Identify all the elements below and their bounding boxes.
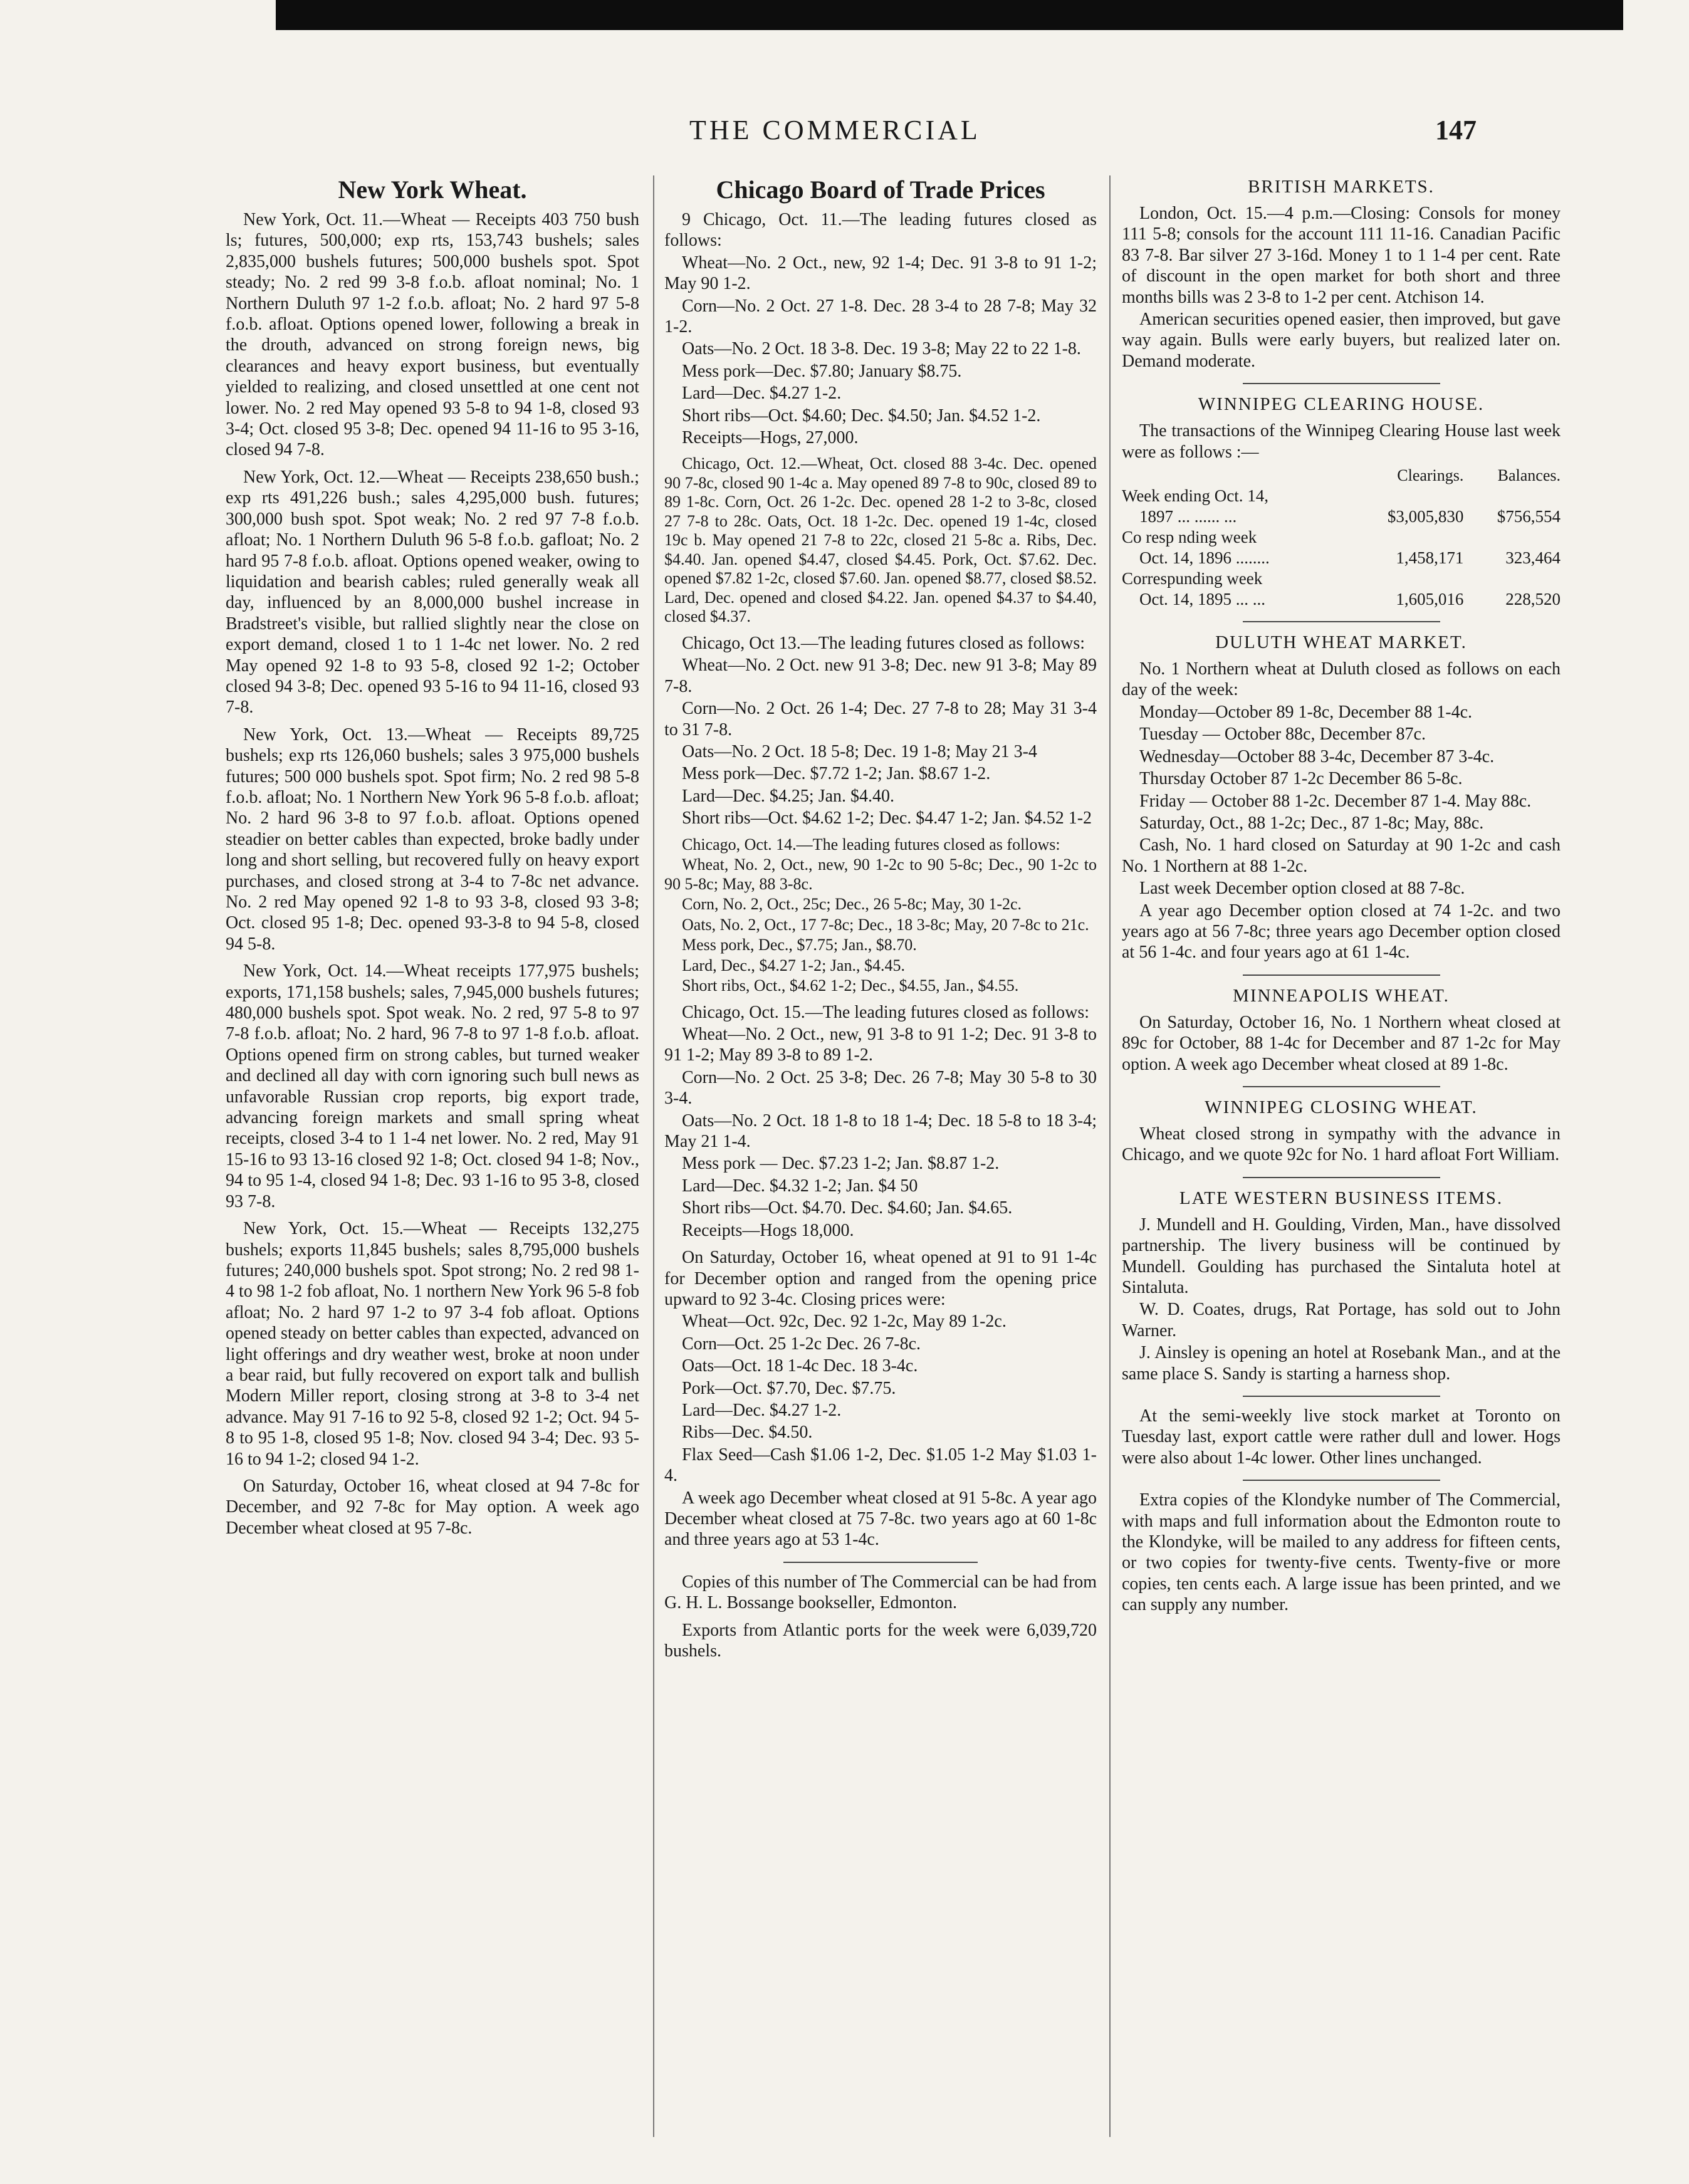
section-heading-chicago-board: Chicago Board of Trade Prices <box>716 175 1045 204</box>
report-line: Corn—No. 2 Oct. 26 1-4; Dec. 27 7-8 to 28; May 31 3-4 to 31 7-8. <box>664 699 1097 739</box>
page-number: 147 <box>1435 115 1477 145</box>
column-rule-left <box>653 175 654 2137</box>
clearing-intro: The transactions of the Winnipeg Clearing House last week were as follows :— <box>1122 421 1561 462</box>
section-heading-western-items: LATE WESTERN BUSINESS ITEMS. <box>1179 1188 1503 1208</box>
report-line: Corn—No. 2 Oct. 25 3-8; Dec. 26 7-8; May 30 5-8 to 30 3-4. <box>664 1067 1097 1109</box>
paragraph: New York, Oct. 15.—Wheat — Receipts 132,275 bushels; exports 11,845 bushels; sales 8,795,000 bushels futures; 240,000 bushels spot. Spot strong; No. 2 red 98 1-4 to 98 1-2 fob afloat, No. 1 northern New York 96 5-8 fob afloat; No. 2 hard 97 1-2 to 97 3-4 fob afloat. Options opened steady on better cables than expected, advanced on light offerings and dry weather west, broke at noon under a bear raid, but fully recovered on export talk and bullish Modern Miller report, closing strong at 3-8 to 3-4 net advance. May 91 7-16 to 92 5-8, closed 92 1-2; Oct. 94 5-8 to 95 1-8, closed 95 1-8; Nov. closed 94 3-4; Dec. 93 5-16 to 94 1-2; closed 94 1-2. <box>226 1219 639 1469</box>
clearings-value: 1,605,016 <box>1396 590 1464 609</box>
copies-notice: Copies of this number of The Commercial can be had from G. H. L. Bossange bookseller, Edmonton. <box>664 1572 1097 1613</box>
report-line: Lard—Dec. $4.27 1-2. <box>682 384 842 404</box>
clearings-value: 1,458,171 <box>1396 548 1464 568</box>
table-row <box>1122 568 1561 589</box>
balances-value: 323,464 <box>1505 548 1561 568</box>
report-intro: On Saturday, October 16, wheat opened at 91 to 91 1-4c for December option and ranged from the opening price upward to 92 3-4c. Closing prices were: <box>664 1248 1097 1309</box>
report-line: Short ribs—Oct. $4.70. Dec. $4.60; Jan. $4.65. <box>682 1198 1013 1218</box>
duluth-line: Wednesday—October 88 3-4c, December 87 3-4c. <box>1139 746 1495 766</box>
report-line: Ribs—Dec. $4.50. <box>682 1423 813 1443</box>
report-line: Oats—No. 2 Oct. 18 5-8; Dec. 19 1-8; May 21 3-4 <box>682 742 1037 761</box>
row-year: Oct. 14, 1895 ... ... <box>1139 590 1265 609</box>
duluth-line: Last week December option closed at 88 7-8c. <box>1139 879 1465 899</box>
report-line: Mess pork—Dec. $7.80; January $8.75. <box>682 361 962 381</box>
report-oct-14 <box>664 835 1097 996</box>
report-oct-15 <box>664 1002 1097 1241</box>
column-header-balances: Balances. <box>1497 466 1561 485</box>
paragraph: New York, Oct. 13.—Wheat — Receipts 89,725 bushels; exp rts 126,060 bushels; sales 3 975,000 bushels futures; 500 000 bushels spot. Spot firm; No. 2 red 98 5-8 f.o.b. afloat; No. 1 Northern New York 96 5-8 f.o.b. afloat; No. 2 hard 96 3-8 to 97 f.o.b. afloat. Options opened steadier on better cables than expected, broke badly under long and short selling, but recovered fully on heavy export purchases, and closed strong at 3-4 to 7-8c net advance. No. 2 red May opened 92 1-8 to 93 3-8, closed 93 3-8; Oct. closed 95 1-8; Dec. opened 93-3-8 to 94 5-8, closed 94 5-8. <box>226 724 639 954</box>
separator <box>1243 621 1440 622</box>
report-line: Oats, No. 2, Oct., 17 7-8c; Dec., 18 3-8c; May, 20 7-8c to 21c. <box>682 915 1089 934</box>
row-label: Week ending Oct. 14, <box>1122 486 1269 506</box>
row-year: 1897 ... ...... ... <box>1139 507 1237 526</box>
report-line: Corn—Oct. 25 1-2c Dec. 26 7-8c. <box>682 1334 921 1354</box>
table-row <box>1122 486 1561 506</box>
report-line: Oats—Oct. 18 1-4c Dec. 18 3-4c. <box>682 1356 918 1376</box>
exports-notice: Exports from Atlantic ports for the week were 6,039,720 bushels. <box>664 1620 1097 1661</box>
balances-value: 228,520 <box>1505 590 1561 609</box>
column-markets <box>1122 175 1561 1622</box>
week-ago-note: A week ago December wheat closed at 91 5-8c. A year ago December wheat closed at 75 7-8c. two years ago at 60 1-8c and three years ago at 53 1-4c. <box>664 1488 1097 1550</box>
report-line: Mess pork—Dec. $7.72 1-2; Jan. $8.67 1-2. <box>682 764 991 784</box>
news-item: J. Mundell and H. Goulding, Virden, Man., have dissolved partnership. The livery business will be continued by Mundell. Goulding has purchased the Sintaluta hotel at Sintaluta. <box>1122 1215 1561 1297</box>
report-line: Lard—Dec. $4.32 1-2; Jan. $4 50 <box>682 1176 918 1196</box>
report-intro: Chicago, Oct. 14.—The leading futures closed as follows: <box>682 835 1060 854</box>
report-line: Short ribs, Oct., $4.62 1-2; Dec., $4.55, Jan., $4.55. <box>682 976 1019 995</box>
report-line: Wheat—Oct. 92c, Dec. 92 1-2c, May 89 1-2c. <box>682 1312 1007 1332</box>
report-line: Corn—No. 2 Oct. 27 1-8. Dec. 28 3-4 to 28 7-8; May 32 1-2. <box>664 296 1097 337</box>
report-line: Lard—Dec. $4.27 1-2. <box>682 1400 842 1420</box>
duluth-line: Cash, No. 1 hard closed on Saturday at 90 1-2c and cash No. 1 Northern at 88 1-2c. <box>1122 835 1561 876</box>
column-header-clearings: Clearings. <box>1397 466 1464 485</box>
paragraph: Wheat closed strong in sympathy with the advance in Chicago, and we quote 92c for No. 1 hard afloat Fort William. <box>1122 1124 1561 1165</box>
section-heading-new-york-wheat: New York Wheat. <box>338 175 527 204</box>
separator <box>1243 1177 1440 1178</box>
section-heading-minneapolis: MINNEAPOLIS WHEAT. <box>1233 985 1450 1006</box>
report-line: Oats—No. 2 Oct. 18 3-8. Dec. 19 3-8; May 22 to 22 1-8. <box>682 339 1081 359</box>
duluth-line: A year ago December option closed at 74 1-2c. and two years ago at 56 7-8c; three years ago December option closed at 56 1-4c. and four years ago at 61 1-4c. <box>1122 901 1561 963</box>
clearing-table <box>1122 465 1561 610</box>
report-line: Receipts—Hogs 18,000. <box>682 1220 854 1240</box>
separator <box>783 1562 978 1563</box>
paragraph: On Saturday, October 16, No. 1 Northern wheat closed at 89c for October, 88 1-4c for December and 87 1-2c for May option. A week ago December wheat closed at 89 1-8c. <box>1122 1012 1561 1074</box>
table-row <box>1122 506 1561 527</box>
table-row <box>1122 527 1561 548</box>
publication-title: THE COMMERCIAL <box>689 115 981 145</box>
report-line: Lard, Dec., $4.27 1-2; Jan., $4.45. <box>682 956 905 974</box>
report-intro: Chicago, Oct 13.—The leading futures closed as follows: <box>682 633 1085 653</box>
report-line: Flax Seed—Cash $1.06 1-2, Dec. $1.05 1-2 May $1.03 1-4. <box>664 1445 1097 1486</box>
separator <box>1243 1480 1440 1481</box>
livestock-paragraph: At the semi-weekly live stock market at Toronto on Tuesday last, export cattle were rather dull and lower. Hogs were also about 1-4c lower. Other lines unchanged. <box>1122 1406 1561 1468</box>
separator <box>1243 1086 1440 1087</box>
paragraph: New York, Oct. 11.—Wheat — Receipts 403 750 bush ls; futures, 500,000; exp rts, 153,743 bushels; sales 2,835,000 bushels futures; 500,000 bushels spot. Spot steady; No. 2 red 99 3-8 f.o.b. afloat nominal; No. 1 Northern Duluth 97 1-2 f.o.b. afloat; No. 2 hard 97 5-8 f.o.b. afloat. Options opened lower, following a break in the drouth, advanced on strong foreign news, big clearances and heavy export business, but eventually yielded to realizing, and closed unsettled at one cent not lower. No. 2 red May opened 93 5-8 to 94 1-8, closed 93 3-4; Oct. closed 95 3-8; Dec. opened 94 11-16 to 95 3-16, closed 94 7-8. <box>226 210 639 460</box>
clearings-value: $3,005,830 <box>1387 507 1464 526</box>
paragraph: American securities opened easier, then improved, but gave way again. Bulls were early buyers, but realized later on. Demand moderate. <box>1122 310 1561 371</box>
paragraph: London, Oct. 15.—4 p.m.—Closing: Consols for money 111 5-8; consols for the account 111 11-16. Canadian Pacific 83 7-8. Bar silver 27 3-16d. Money 1 to 1 1-4 per cent. Rate of discount in the open market for both short and three months bills was 2 3-8 to 1-2 per cent. Atchison 14. <box>1122 204 1561 307</box>
duluth-line: Tuesday — October 88c, December 87c. <box>1139 724 1426 745</box>
section-heading-winnipeg-closing: WINNIPEG CLOSING WHEAT. <box>1205 1097 1478 1117</box>
table-row <box>1122 548 1561 568</box>
report-line: Wheat—No. 2 Oct., new, 91 3-8 to 91 1-2; Dec. 91 3-8 to 91 1-2; May 89 3-8 to 89 1-2. <box>664 1025 1097 1065</box>
paragraph: On Saturday, October 16, wheat closed at 94 7-8c for December, and 92 7-8c for May option. A week ago December wheat closed at 95 7-8c. <box>226 1476 639 1538</box>
duluth-line: Friday — October 88 1-2c. December 87 1-4. May 88c. <box>1139 791 1532 811</box>
table-row <box>1122 589 1561 610</box>
page-header <box>0 114 1689 152</box>
report-intro: 9 Chicago, Oct. 11.—The leading futures closed as follows: <box>664 210 1097 251</box>
duluth-intro: No. 1 Northern wheat at Duluth closed as follows on each day of the week: <box>1122 659 1561 700</box>
duluth-line: Monday—October 89 1-8c, December 88 1-4c. <box>1139 702 1473 722</box>
report-line: Wheat—No. 2 Oct., new, 92 1-4; Dec. 91 3-8 to 91 1-2; May 90 1-2. <box>664 253 1097 294</box>
duluth-line: Thursday October 87 1-2c December 86 5-8c. <box>1139 769 1463 789</box>
report-line: Short ribs—Oct. $4.60; Dec. $4.50; Jan. $4.52 1-2. <box>682 405 1041 426</box>
report-line: Mess pork, Dec., $7.75; Jan., $8.70. <box>682 936 917 954</box>
duluth-line: Saturday, Oct., 88 1-2c; Dec., 87 1-8c; May, 88c. <box>1139 813 1484 833</box>
report-line: Corn, No. 2, Oct., 25c; Dec., 26 5-8c; May, 30 1-2c. <box>682 895 1022 914</box>
report-line: Short ribs—Oct. $4.62 1-2; Dec. $4.47 1-2; Jan. $4.52 1-2 <box>682 808 1092 828</box>
report-line: Pork—Oct. $7.70, Dec. $7.75. <box>682 1378 896 1398</box>
report-line: Wheat—No. 2 Oct. new 91 3-8; Dec. new 91 3-8; May 89 7-8. <box>664 656 1097 696</box>
top-rule <box>276 0 1623 30</box>
paragraph: New York, Oct. 12.—Wheat — Receipts 238,650 bush.; exp rts 491,226 bush.; sales 4,295,000 bush. futures; 300,000 bush spot. Spot weak; No. 2 red 97 7-8 f.o.b. afloat; No. 1 Northern Duluth 96 5-8 f.o.b. gafloat; No. 2 hard 95 7-8 f.o.b. afloat. Options opened weaker, owing to liquidation and bearish cables; ruled generally weak all day, influenced by an 8,000,000 bushel increase in Bradstreet's visible, but rallied slightly near the close on export demand, closed 1 to 1 1-4c net lower. No. 2 red May opened 92 1-8 to 93 5-8, closed 92 1-2; October closed 94 3-8; Dec. opened 93 5-16 to 94 11-16, closed 93 7-8. <box>226 467 639 718</box>
balances-value: $756,554 <box>1497 507 1561 526</box>
separator <box>1243 974 1440 976</box>
report-oct-16 <box>664 1247 1097 1486</box>
klondyke-notice: Extra copies of the Klondyke number of The Commercial, with maps and full information about the Edmonton route to the Klondyke, will be mailed to any address for fifteen cents, or two copies for twenty-five cents. Twenty-five or more copies, ten cents each. A large issue has been printed, and we can supply any number. <box>1122 1490 1561 1615</box>
report-line: Lard—Dec. $4.25; Jan. $4.40. <box>682 786 895 806</box>
report-line: Mess pork — Dec. $7.23 1-2; Jan. $8.87 1-2. <box>682 1154 1000 1174</box>
section-heading-clearing-house: WINNIPEG CLEARING HOUSE. <box>1198 394 1485 415</box>
report-line: Oats—No. 2 Oct. 18 1-8 to 18 1-4; Dec. 18 5-8 to 18 3-4; May 21 1-4. <box>664 1110 1097 1152</box>
separator <box>1243 1396 1440 1397</box>
column-rule-right <box>1109 175 1111 2137</box>
separator <box>1243 383 1440 384</box>
report-line: Receipts—Hogs, 27,000. <box>682 428 859 448</box>
report-oct-12: Chicago, Oct. 12.—Wheat, Oct. closed 88 3-4c. Dec. opened 90 7-8c, closed 90 1-4c a. May opened 89 7-8 to 90c, closed 89 to 89 1-8c. Corn, Oct. 26 1-2c. Dec. opened 28 1-2 to 3-8c, closed 27 7-8 to 28c. Oats, Oct. 18 1-2c. Dec. opened 19 1-4c, closed 19c b. May opened 21 7-8 to 22c, closed 21 5-8c a. Ribs, Dec. $4.40. Jan. opened $4.47, closed $4.45. Pork, Oct. $7.62. Dec. opened $7.82 1-2c, closed $7.60. Jan. opened $8.77, closed $8.52. Lard, Dec. opened and closed $4.22. Jan. opened $4.37 to $4.40, closed $4.37. <box>664 454 1097 626</box>
row-label: Co resp nding week <box>1122 528 1257 547</box>
report-oct-11 <box>664 209 1097 448</box>
section-heading-duluth: DULUTH WHEAT MARKET. <box>1215 632 1467 653</box>
news-item: J. Ainsley is opening an hotel at Rosebank Man., and at the same place S. Sandy is starting a harness shop. <box>1122 1343 1561 1384</box>
row-year: Oct. 14, 1896 ........ <box>1139 548 1270 568</box>
news-item: W. D. Coates, drugs, Rat Portage, has sold out to John Warner. <box>1122 1300 1561 1340</box>
report-oct-13 <box>664 633 1097 829</box>
paragraph: New York, Oct. 14.—Wheat receipts 177,975 bushels; exports, 171,158 bushels; sales, 7,945,000 bushels futures; 480,000 bushels spot. Spot weak. No. 2 red, 97 5-8 to 97 7-8 f.o.b. afloat; No. 2 hard, 96 7-8 to 97 1-8 f.o.b. afloat. Options opened firm on strong cables, but turned weaker and declined all day with corn ignoring such bull news as unfavorable Russian crop reports, big export trade, advancing foreign markets and small spring wheat receipts, closed 3-4 to 1 1-4 net lower. No. 2 red, May 91 15-16 to 93 13-16 closed 92 1-8; Oct. closed 94 1-8; Nov., 94 to 95 1-4, closed 94 1-8; Dec. 93 1-16 to 95 3-8, closed 93 7-8. <box>226 961 639 1211</box>
section-heading-british-markets: BRITISH MARKETS. <box>1248 177 1435 197</box>
column-chicago-board <box>664 175 1097 1663</box>
table-header-row <box>1122 465 1561 486</box>
report-line: Wheat, No. 2, Oct., new, 90 1-2c to 90 5-8c; Dec., 90 1-2c to 90 5-8c; May, 88 3-8c. <box>664 855 1097 893</box>
report-intro: Chicago, Oct. 15.—The leading futures closed as follows: <box>682 1002 1090 1022</box>
column-new-york-wheat <box>226 175 639 1545</box>
row-label: Correspunding week <box>1122 569 1263 588</box>
